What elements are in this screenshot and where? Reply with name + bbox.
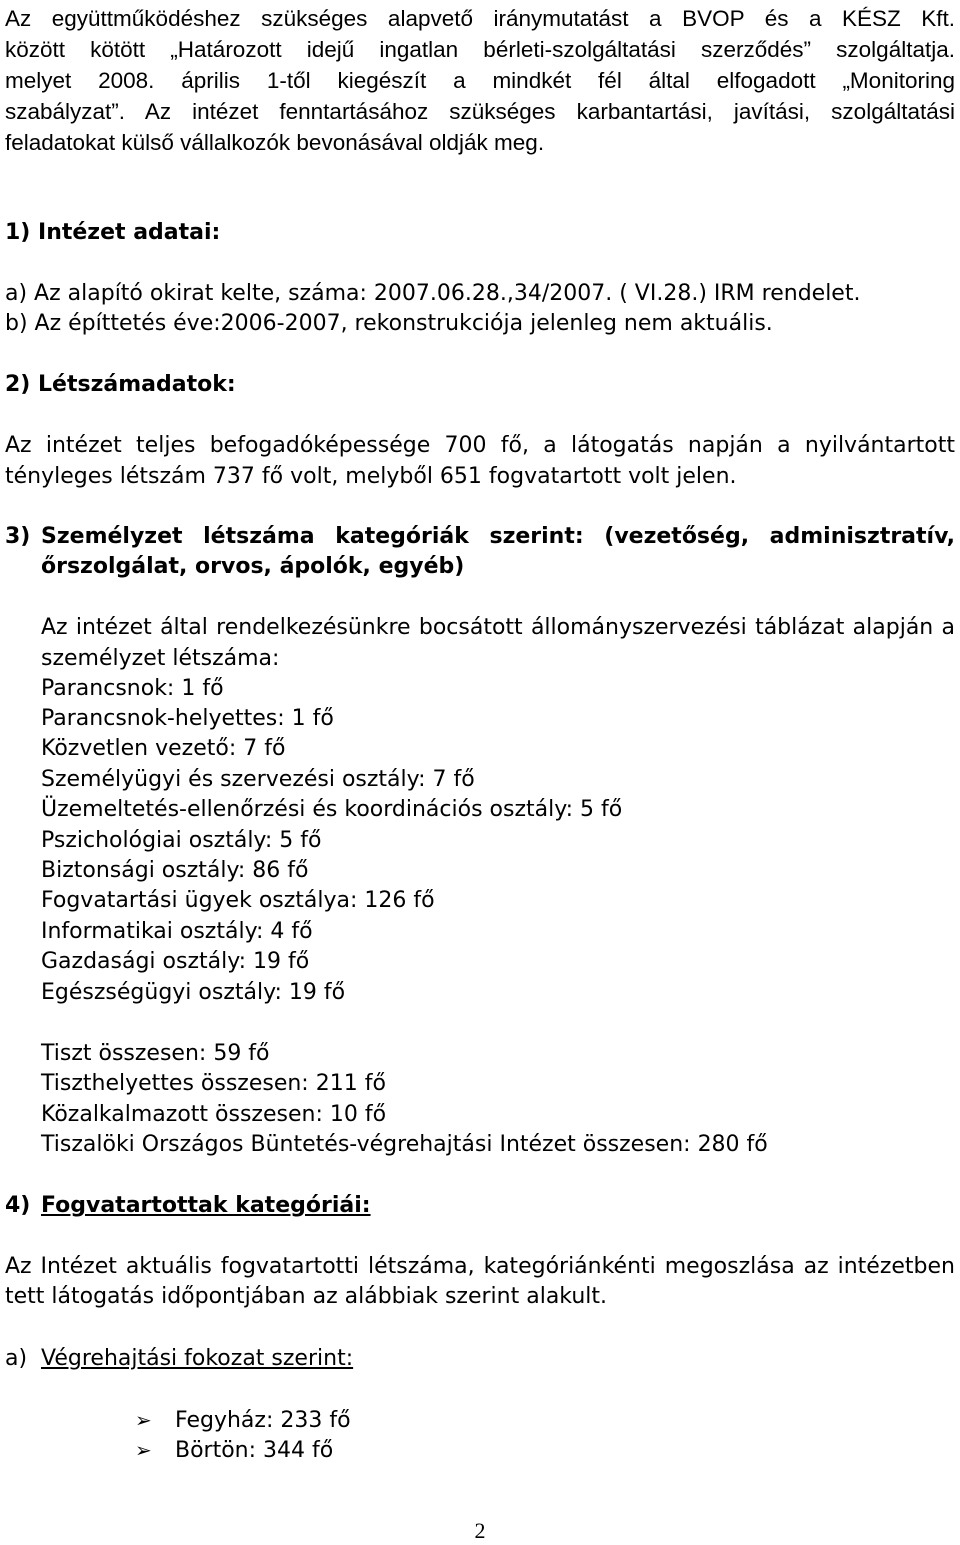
section3-heading-line2: őrszolgálat, orvos, ápolók, egyéb) <box>41 554 465 579</box>
bullet-text: Fegyház: 233 fő <box>175 1408 351 1433</box>
intro-line: szabályzat”. Az intézet fenntartásához szükséges karbantartási, javítási, szolgáltatási <box>5 99 955 124</box>
bullet-text: Börtön: 344 fő <box>175 1438 334 1463</box>
section3-heading-line1: Személyzet létszáma kategóriák szerint: (vezetőség, adminisztratív, <box>41 524 955 549</box>
arrow-bullet-icon: ➢ <box>135 1408 152 1432</box>
staff-item: Parancsnok: 1 fő <box>41 676 224 701</box>
intro-line: feladatokat külső vállalkozók bevonásával oldják meg. <box>5 130 545 155</box>
staff-item: Egészségügyi osztály: 19 fő <box>41 980 346 1005</box>
section1-heading: 1) Intézet adatai: <box>5 220 221 245</box>
staff-item: Parancsnok-helyettes: 1 fő <box>41 706 334 731</box>
staff-item: Gazdasági osztály: 19 fő <box>41 949 310 974</box>
section4-line: Az Intézet aktuális fogvatartotti létszáma, kategóriánkénti megoszlása az intézetben <box>5 1254 955 1279</box>
subsection-a-title: Végrehajtási fokozat szerint: <box>41 1346 354 1371</box>
section3-number: 3) <box>5 524 31 549</box>
staff-item: Fogvatartási ügyek osztálya: 126 fő <box>41 888 435 913</box>
total-item: Közalkalmazott összesen: 10 fő <box>41 1102 387 1127</box>
total-item: Tiszt összesen: 59 fő <box>41 1041 270 1066</box>
staff-item: Informatikai osztály: 4 fő <box>41 919 313 944</box>
staff-item: Pszichológiai osztály: 5 fő <box>41 828 322 853</box>
section4-heading <box>5 1191 371 1221</box>
section4-line: tett látogatás időpontjában az alábbiak szerint alakult. <box>5 1284 608 1309</box>
section2-line: Az intézet teljes befogadóképessége 700 fő, a látogatás napján a nyilvántartott <box>5 433 955 458</box>
intro-line: melyet 2008. április 1-től kiegészít a mindkét fél által elfogadott „Monitoring <box>5 68 955 93</box>
section3-heading <box>5 522 955 552</box>
subsection-a-label: a) <box>5 1346 28 1371</box>
total-item: Tiszthelyettes összesen: 211 fő <box>41 1071 386 1096</box>
section3-intro-line: személyzet létszáma: <box>41 646 280 671</box>
section4-title: Fogvatartottak kategóriái: <box>41 1193 371 1218</box>
section1-item: a) Az alapító okirat kelte, száma: 2007.06.28.,34/2007. ( VI.28.) IRM rendelet. <box>5 281 861 306</box>
section2-line: tényleges létszám 737 fő volt, melyből 651 fogvatartott volt jelen. <box>5 464 737 489</box>
total-item: Tiszalöki Országos Büntetés-végrehajtási Intézet összesen: 280 fő <box>41 1132 768 1157</box>
staff-item: Biztonsági osztály: 86 fő <box>41 858 309 883</box>
intro-line: Az együttműködéshez szükséges alapvető iránymutatást a BVOP és a KÉSZ Kft. <box>5 6 955 31</box>
intro-line: között kötött „Határozott idejű ingatlan bérleti-szolgáltatási szerződés” szolgáltatja. <box>5 37 955 62</box>
subsection-a-heading <box>5 1344 353 1374</box>
section2-heading: 2) Létszámadatok: <box>5 372 236 397</box>
section1-item: b) Az építtetés éve:2006-2007, rekonstrukciója jelenleg nem aktuális. <box>5 311 773 336</box>
bullet-item <box>135 1405 351 1436</box>
section4-number: 4) <box>5 1193 31 1218</box>
staff-item: Közvetlen vezető: 7 fő <box>41 736 286 761</box>
section3-intro-line: Az intézet által rendelkezésünkre bocsátott állományszervezési táblázat alapján a <box>41 615 955 640</box>
staff-item: Üzemeltetés-ellenőrzési és koordinációs osztály: 5 fő <box>41 797 623 822</box>
bullet-item <box>135 1435 333 1466</box>
page-number: 2 <box>474 1518 486 1543</box>
staff-item: Személyügyi és szervezési osztály: 7 fő <box>41 767 475 792</box>
arrow-bullet-icon: ➢ <box>135 1438 152 1462</box>
